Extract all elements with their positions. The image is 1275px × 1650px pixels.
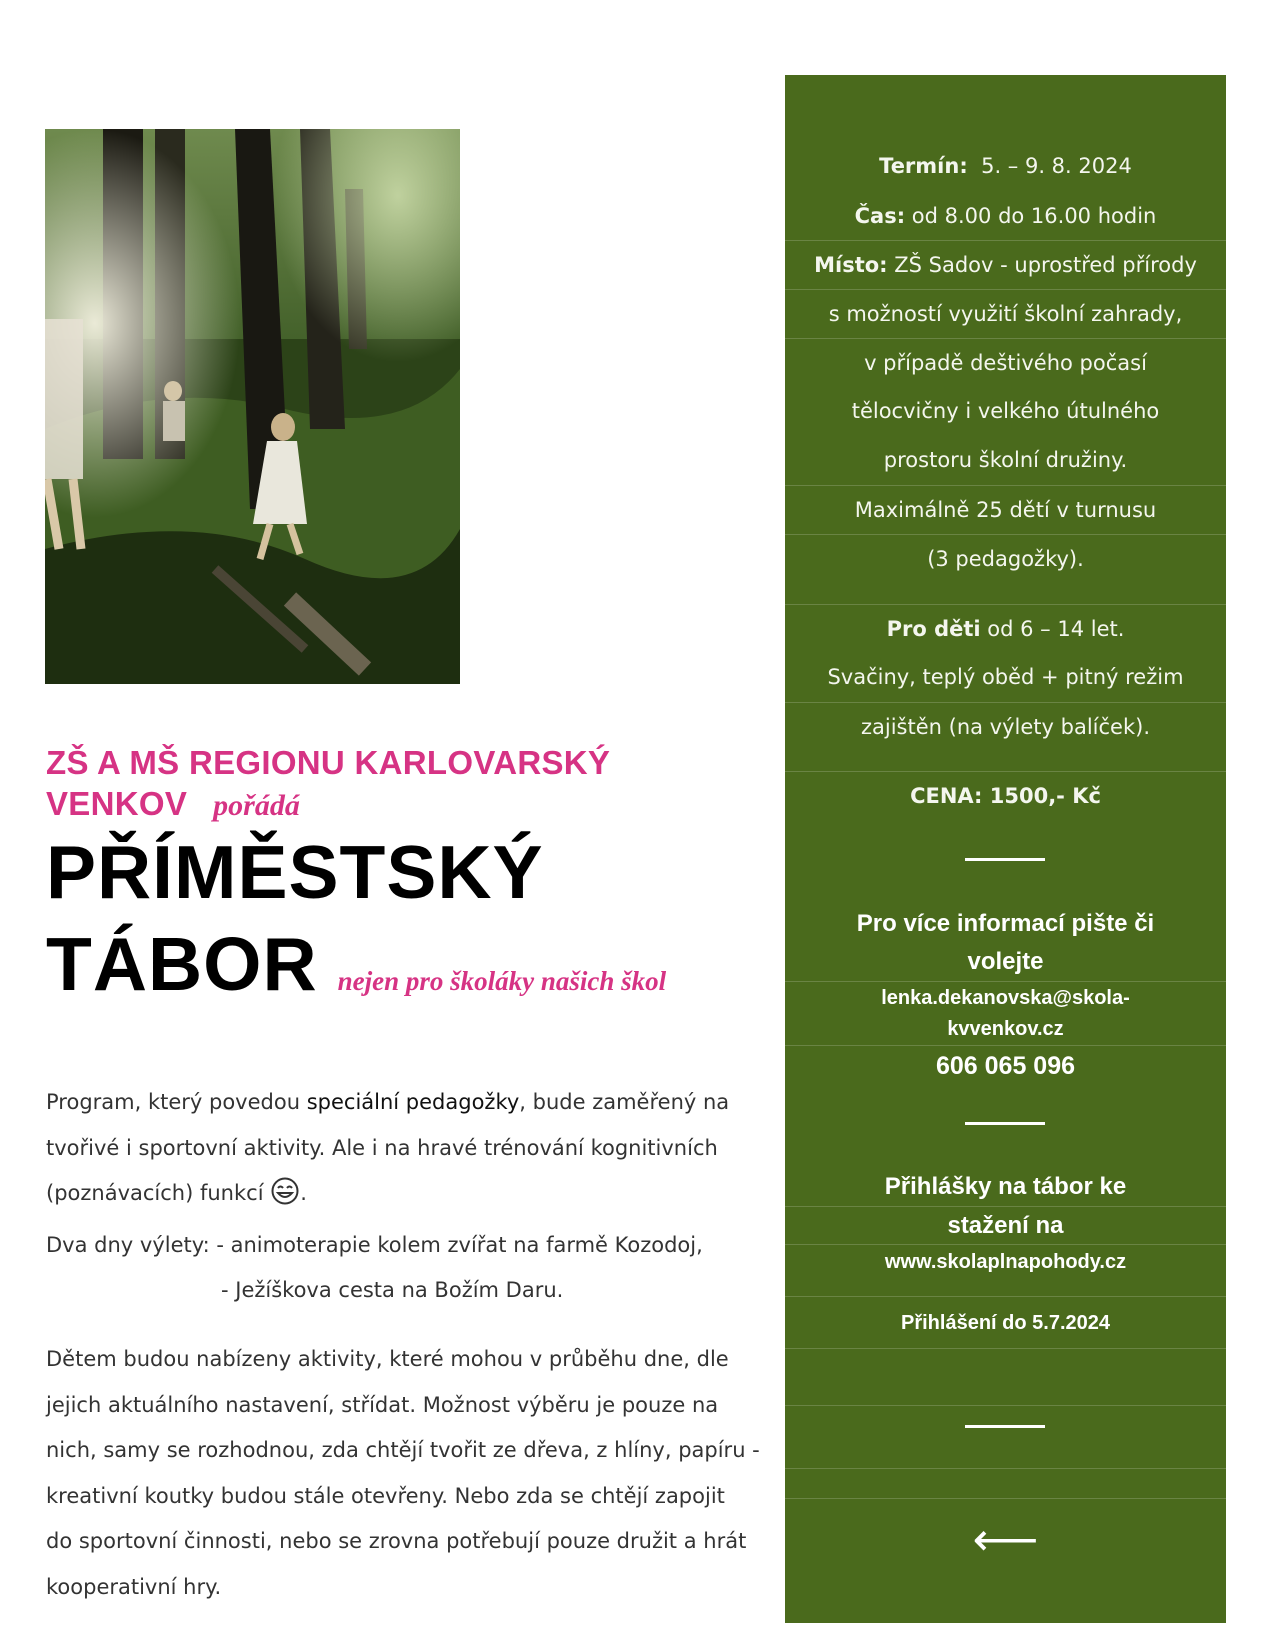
activities-line-4: kreativní koutky budou stále otevřeny. Nebo zda se chtějí zapojit: [46, 1483, 725, 1508]
phone-number[interactable]: 606 065 096: [785, 1045, 1226, 1086]
activities-line-1: Dětem budou nabízeny aktivity, které mohou v průběhu dne, dle: [46, 1347, 729, 1371]
program-text-c: , bude zaměřený na: [519, 1090, 730, 1114]
program-line-2: tvořivé i sportovní aktivity. Ale i na hravé trénování kognitivních: [46, 1135, 718, 1160]
empty-row-1: [785, 1348, 1226, 1406]
organizer-venkov: VENKOV: [46, 785, 188, 822]
max-line-1: Maximálně 25 dětí v turnusu: [785, 485, 1226, 535]
trips-line-1: Dva dny výlety: - animoterapie kolem zvířat na farmě Kozodoj,: [46, 1232, 703, 1257]
activities-line-6: kooperativní hry.: [46, 1574, 222, 1599]
divider-2: [965, 1122, 1045, 1125]
program-text-a: Program, který povedou: [46, 1090, 307, 1114]
forms-line-1: Přihlášky na tábor ke: [884, 1173, 1127, 1200]
contact-line-2: volejte: [967, 948, 1044, 975]
contact-line-1: Pro více informací pište či: [856, 910, 1155, 937]
time-label: Čas:: [854, 204, 906, 228]
forest-photo: [45, 129, 460, 684]
title-line-1: PŘÍMĚSTSKÝ: [46, 830, 544, 914]
info-sidebar: [785, 75, 1226, 1623]
organizer-line-2: [46, 783, 746, 826]
activities-line-3: nich, samy se rozhodnou, zda chtějí tvořit ze dřeva, z hlíny, papíru -: [46, 1438, 760, 1462]
activities-description: [46, 1337, 766, 1610]
divider-3: [965, 1425, 1045, 1428]
activities-line-2: jejich aktuálního nastavení, střídat. Možnost výběru je pouze na: [46, 1392, 719, 1417]
title-subtitle: nejen pro školáky našich škol: [337, 966, 667, 996]
place-line-3: v případě deštivého počasí: [785, 338, 1226, 388]
title-line-2: [46, 918, 746, 1027]
place-value: ZŠ Sadov - uprostřed přírody: [887, 253, 1197, 277]
forms-line-2: stažení na: [785, 1206, 1226, 1245]
organizer-line-1: ZŠ A MŠ REGIONU KARLOVARSKÝ: [46, 744, 611, 781]
activities-line-5: do sportovní činnosti, nebo se zrovna potřebují pouze družit a hrát: [46, 1529, 747, 1553]
max-line-2: (3 pedagožky).: [785, 534, 1226, 584]
kids-row: [785, 604, 1226, 653]
program-line-3: [46, 1171, 766, 1223]
term-label: Termín:: [879, 154, 968, 178]
time-value: od 8.00 do 16.00 hodin: [905, 204, 1157, 228]
food-line-1: Svačiny, teplý oběd + pitný režim: [827, 665, 1184, 689]
price-row: CENA: 1500,- Kč: [785, 771, 1226, 820]
place-label: Místo:: [814, 253, 888, 277]
organizer-heading: [46, 742, 746, 826]
deadline-row: Přihlášení do 5.7.2024: [785, 1296, 1226, 1349]
program-line-3-text: (poznávacích) funkcí: [46, 1181, 271, 1205]
program-description: [46, 1080, 766, 1314]
forest-photo-illustration: [45, 129, 460, 684]
place-line-2: s možností využití školní zahrady,: [785, 289, 1226, 339]
food-line-2: zajištěn (na výlety balíček).: [785, 702, 1226, 752]
divider-1: [965, 858, 1045, 861]
term-row: [785, 143, 1226, 190]
empty-row-2: [785, 1405, 1226, 1469]
program-line-1: [46, 1080, 766, 1126]
place-line-5: prostoru školní družiny.: [883, 448, 1128, 472]
website-link[interactable]: www.skolaplnapohody.cz: [785, 1244, 1226, 1279]
title-tabor: TÁBOR: [46, 922, 318, 1006]
place-row: [785, 240, 1226, 290]
left-arrow-icon[interactable]: ⟵: [785, 1498, 1226, 1579]
term-value: 5. – 9. 8. 2024: [967, 154, 1132, 178]
special-teachers-text: speciální pedagožky: [306, 1090, 520, 1114]
smiling-face-icon: [270, 1176, 300, 1223]
time-row: [785, 193, 1226, 240]
place-line-4: tělocvičny i velkého útulného: [851, 399, 1160, 423]
empty-row-3: [785, 1468, 1226, 1499]
email-line-2[interactable]: kvvenkov.cz: [947, 1018, 1064, 1040]
email-line-1[interactable]: lenka.dekanovska@skola-: [785, 981, 1226, 1014]
trips-line-2: - Ježíškova cesta na Božím Daru.: [221, 1278, 564, 1302]
kids-label: Pro děti: [886, 617, 981, 641]
program-line-3-end: .: [300, 1181, 307, 1205]
organizer-verb: pořádá: [213, 789, 300, 822]
page-title: [46, 826, 746, 1027]
kids-value: od 6 – 14 let.: [980, 617, 1125, 641]
